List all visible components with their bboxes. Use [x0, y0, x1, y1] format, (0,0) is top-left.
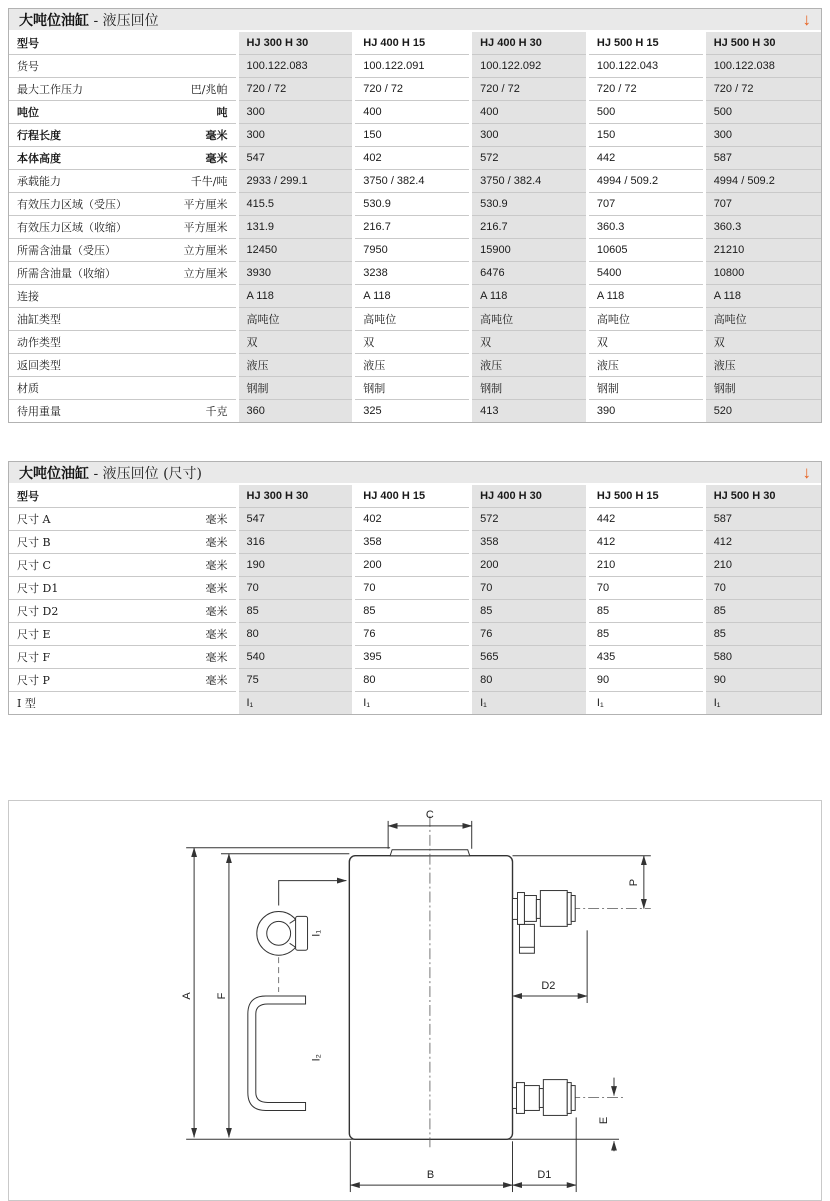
table-cell: 3930 [237, 262, 354, 285]
table-cell: I₁ [237, 692, 354, 715]
table-cell: 210 [704, 554, 821, 577]
row-unit: 立方厘米 [183, 244, 228, 257]
spec-table-section [8, 8, 822, 423]
table-cell: 高吨位 [587, 308, 704, 331]
table-cell: 587 [704, 147, 821, 170]
table-cell: 442 [587, 147, 704, 170]
section-title-sub: - 液压回位 (尺寸) [93, 465, 203, 482]
table-cell: 70 [704, 577, 821, 600]
table-cell: 565 [471, 646, 588, 669]
row-unit: 毫米 [205, 153, 228, 165]
row-label-cell [9, 193, 237, 216]
lower-coupler-ring2 [571, 1086, 575, 1111]
table-cell: 5400 [587, 262, 704, 285]
row-label: 吨位 [17, 107, 39, 119]
table-cell: 442 [587, 508, 704, 531]
lower-coupler-ring1 [567, 1083, 571, 1114]
section-title-bar [9, 9, 821, 32]
table-row [9, 78, 821, 101]
table-cell: 720 / 72 [237, 78, 354, 101]
table-cell: 100.122.091 [354, 55, 471, 78]
row-unit: 毫米 [205, 628, 228, 641]
table-cell: 413 [471, 400, 588, 423]
table-cell: 720 / 72 [704, 78, 821, 101]
column-header: HJ 300 H 30 [237, 32, 354, 55]
table-cell: 316 [237, 531, 354, 554]
table-cell: 70 [237, 577, 354, 600]
table-cell: 360 [237, 400, 354, 423]
lower-coupler [513, 1080, 576, 1116]
row-label-cell [9, 124, 237, 147]
row-unit: 毫米 [205, 536, 228, 549]
upper-coupler [513, 891, 576, 954]
row-label: 本体高度 [17, 153, 61, 165]
row-unit: 毫米 [205, 130, 228, 142]
table-cell: 双 [471, 331, 588, 354]
table-cell: A 118 [471, 285, 588, 308]
table-row [9, 262, 821, 285]
row-label-cell [9, 101, 237, 124]
section-title-sub: - 液压回位 [93, 12, 159, 29]
column-header: HJ 500 H 30 [704, 485, 821, 508]
row-label: 尺寸 P [17, 674, 50, 687]
row-label-cell [9, 239, 237, 262]
table-cell: 190 [237, 554, 354, 577]
row-label: 待用重量 [17, 405, 61, 418]
row-label: 所需含油量（收缩） [17, 267, 116, 280]
table-cell: 547 [237, 147, 354, 170]
table-cell: 80 [471, 669, 588, 692]
table-cell: 70 [587, 577, 704, 600]
table-cell: 70 [354, 577, 471, 600]
table-cell: 钢制 [471, 377, 588, 400]
section-title-bar [9, 462, 821, 485]
section-title [19, 10, 159, 30]
row-label-cell [9, 170, 237, 193]
row-label-cell [9, 623, 237, 646]
table-row [9, 170, 821, 193]
lower-coupler-body [543, 1080, 567, 1116]
upper-coupler-body [540, 891, 567, 927]
table-row [9, 308, 821, 331]
column-header: HJ 500 H 15 [587, 32, 704, 55]
table-cell: 360.3 [587, 216, 704, 239]
table-cell: 85 [587, 600, 704, 623]
upper-coupler-plate [517, 893, 524, 925]
table-cell: 高吨位 [471, 308, 588, 331]
table-cell: 150 [587, 124, 704, 147]
row-unit: 巴/兆帕 [190, 83, 228, 96]
row-label-cell [9, 692, 237, 715]
table-cell: 360.3 [704, 216, 821, 239]
table-cell: 540 [237, 646, 354, 669]
table-cell: 双 [704, 331, 821, 354]
table-cell: 3750 / 382.4 [354, 170, 471, 193]
table-cell: 325 [354, 400, 471, 423]
table-cell: 85 [704, 623, 821, 646]
table-cell: 530.9 [471, 193, 588, 216]
table-row [9, 193, 821, 216]
row-label-cell [9, 377, 237, 400]
table-cell: 300 [471, 124, 588, 147]
row-label-cell [9, 55, 237, 78]
lifting-eye-boss [296, 916, 308, 950]
table-cell: 390 [587, 400, 704, 423]
table-cell: 75 [237, 669, 354, 692]
lower-coupler-plate [516, 1083, 524, 1114]
row-unit: 毫米 [205, 674, 228, 687]
table-cell: 双 [587, 331, 704, 354]
table-cell: I₁ [354, 692, 471, 715]
row-label-cell [9, 400, 237, 423]
table-row [9, 124, 821, 147]
row-label-cell [9, 600, 237, 623]
row-label-cell [9, 216, 237, 239]
table-header-row [9, 32, 821, 55]
table-cell: 580 [704, 646, 821, 669]
table-cell: 358 [354, 531, 471, 554]
row-unit: 毫米 [205, 651, 228, 664]
dim-label-b: B [426, 1169, 435, 1182]
table-row [9, 531, 821, 554]
table-cell: 钢制 [587, 377, 704, 400]
table-row [9, 646, 821, 669]
table-cell: 216.7 [471, 216, 588, 239]
table-cell: 572 [471, 147, 588, 170]
row-label-cell [9, 354, 237, 377]
table-cell: 4994 / 509.2 [587, 170, 704, 193]
table-cell: 131.9 [237, 216, 354, 239]
column-header: HJ 400 H 30 [471, 485, 588, 508]
row-label-cell [9, 646, 237, 669]
table-cell: 85 [354, 600, 471, 623]
dim-label-i2: I₂ [310, 1054, 323, 1062]
row-unit: 平方厘米 [183, 198, 228, 211]
row-label: 尺寸 C [17, 559, 51, 572]
dimensions-table-section [8, 461, 822, 715]
table-cell: 21210 [704, 239, 821, 262]
column-header: HJ 400 H 15 [354, 32, 471, 55]
download-arrow-icon[interactable]: ↓ [802, 9, 811, 29]
dim-label-d2: D2 [541, 980, 556, 993]
table-cell: 76 [471, 623, 588, 646]
table-row [9, 623, 821, 646]
row-label: 有效压力区域（收缩） [17, 221, 127, 234]
table-row [9, 600, 821, 623]
upper-coupler-block [524, 896, 536, 922]
table-cell: 358 [471, 531, 588, 554]
upper-coupler-neck [536, 900, 540, 919]
dim-label-e: E [598, 1116, 611, 1125]
table-cell: 200 [354, 554, 471, 577]
table-cell: 钢制 [237, 377, 354, 400]
lower-coupler-block [524, 1086, 539, 1111]
table-cell: A 118 [704, 285, 821, 308]
column-header: HJ 300 H 30 [237, 485, 354, 508]
row-unit: 千克 [205, 405, 228, 418]
row-label: 有效压力区域（受压） [17, 198, 127, 211]
section-title [19, 463, 202, 483]
table-cell: 415.5 [237, 193, 354, 216]
table-cell: 10800 [704, 262, 821, 285]
table-cell: 76 [354, 623, 471, 646]
row-label-cell [9, 508, 237, 531]
cylinder-drawing-svg [9, 801, 821, 1200]
column-header: HJ 400 H 15 [354, 485, 471, 508]
table-row [9, 508, 821, 531]
table-cell: 3238 [354, 262, 471, 285]
table-cell: 12450 [237, 239, 354, 262]
table-row [9, 239, 821, 262]
table-row [9, 669, 821, 692]
table-cell: 100.122.038 [704, 55, 821, 78]
table-cell: 400 [354, 101, 471, 124]
row-label-cell [9, 285, 237, 308]
table-row [9, 55, 821, 78]
table-cell: 300 [237, 101, 354, 124]
table-cell: I₁ [471, 692, 588, 715]
table-cell: 90 [587, 669, 704, 692]
table-cell: A 118 [237, 285, 354, 308]
table-cell: I₁ [587, 692, 704, 715]
table-cell: 720 / 72 [354, 78, 471, 101]
table-cell: 100.122.092 [471, 55, 588, 78]
table-cell: 6476 [471, 262, 588, 285]
row-label: 所需含油量（受压） [17, 244, 116, 257]
row-unit: 立方厘米 [183, 267, 228, 280]
table-cell: A 118 [587, 285, 704, 308]
table-row [9, 400, 821, 423]
table-cell: 85 [237, 600, 354, 623]
technical-drawing [8, 800, 822, 1201]
table-cell: 100.122.043 [587, 55, 704, 78]
row-label: 尺寸 A [17, 513, 51, 526]
table-cell: 210 [587, 554, 704, 577]
table-cell: 435 [587, 646, 704, 669]
table-cell: 90 [704, 669, 821, 692]
table-cell: 216.7 [354, 216, 471, 239]
table-cell: 400 [471, 101, 588, 124]
upper-coupler-ring1 [567, 893, 571, 925]
table-row [9, 101, 821, 124]
row-label-cell [9, 669, 237, 692]
table-cell: 720 / 72 [587, 78, 704, 101]
table-cell: 300 [704, 124, 821, 147]
row-label: 连接 [17, 290, 39, 303]
table-row [9, 216, 821, 239]
table-cell: 双 [354, 331, 471, 354]
row-label: 材质 [17, 382, 39, 395]
table-cell: 液压 [704, 354, 821, 377]
section-title-main: 大吨位油缸 [19, 464, 89, 481]
table-cell: 15900 [471, 239, 588, 262]
row-unit: 毫米 [205, 582, 228, 595]
table-cell: 520 [704, 400, 821, 423]
row-unit: 吨 [216, 107, 228, 119]
dim-label-i1: I₁ [310, 929, 323, 937]
table-cell: 500 [704, 101, 821, 124]
table-cell: 200 [471, 554, 588, 577]
row-label: 最大工作压力 [17, 83, 83, 96]
table-cell: 100.122.083 [237, 55, 354, 78]
table-cell: 7950 [354, 239, 471, 262]
table-cell: 707 [704, 193, 821, 216]
table-cell: 500 [587, 101, 704, 124]
row-unit: 千牛/吨 [190, 175, 228, 188]
table-cell: 587 [704, 508, 821, 531]
table-cell: 412 [587, 531, 704, 554]
lifting-eye-inner [267, 921, 291, 945]
row-label: 尺寸 D1 [17, 582, 59, 595]
table-row [9, 147, 821, 170]
table-row [9, 377, 821, 400]
row-label: 尺寸 D2 [17, 605, 59, 618]
table-cell: 液压 [354, 354, 471, 377]
table-row [9, 331, 821, 354]
table-cell: 高吨位 [237, 308, 354, 331]
table-cell: 85 [587, 623, 704, 646]
row-label: 油缸类型 [17, 313, 61, 326]
table-cell: 85 [471, 600, 588, 623]
lower-coupler-tab [513, 1088, 517, 1109]
section-title-main: 大吨位油缸 [19, 11, 89, 28]
table-cell: 钢制 [354, 377, 471, 400]
table-cell: 412 [704, 531, 821, 554]
dim-label-c: C [425, 808, 434, 821]
table-cell: 液压 [471, 354, 588, 377]
table-cell: A 118 [354, 285, 471, 308]
table-cell: 720 / 72 [471, 78, 588, 101]
row-label: 行程长度 [17, 130, 61, 142]
download-arrow-icon[interactable]: ↓ [802, 462, 811, 482]
i1-leader [279, 881, 339, 906]
table-cell: 液压 [237, 354, 354, 377]
upper-coupler-tab [513, 899, 518, 920]
table-cell: 80 [237, 623, 354, 646]
upper-coupler-ring2 [571, 896, 575, 922]
table-header-row [9, 485, 821, 508]
row-label: 货号 [17, 60, 39, 73]
table-cell: 85 [704, 600, 821, 623]
table-cell: 707 [587, 193, 704, 216]
spec-table [9, 32, 821, 422]
table-cell: 395 [354, 646, 471, 669]
row-label-cell [9, 554, 237, 577]
table-cell: 547 [237, 508, 354, 531]
table-cell: 高吨位 [354, 308, 471, 331]
header-label: 型号 [17, 491, 39, 503]
row-label: 承载能力 [17, 175, 61, 188]
table-cell: 10605 [587, 239, 704, 262]
row-label: 返回类型 [17, 359, 61, 372]
table-cell: 150 [354, 124, 471, 147]
table-cell: 530.9 [354, 193, 471, 216]
table-row [9, 577, 821, 600]
row-unit: 毫米 [205, 605, 228, 618]
table-cell: 300 [237, 124, 354, 147]
row-label: 尺寸 E [17, 628, 51, 641]
table-row [9, 285, 821, 308]
lower-coupler-neck [539, 1089, 543, 1108]
dimensions-table [9, 485, 821, 714]
dim-label-a: A [181, 992, 194, 1000]
row-label: 尺寸 B [17, 536, 51, 549]
table-cell: 402 [354, 508, 471, 531]
table-cell: 高吨位 [704, 308, 821, 331]
column-header: HJ 400 H 30 [471, 32, 588, 55]
table-cell: 液压 [587, 354, 704, 377]
column-header: HJ 500 H 30 [704, 32, 821, 55]
dim-label-f: F [215, 992, 228, 1000]
table-cell: 双 [237, 331, 354, 354]
dim-label-p: P [627, 878, 640, 887]
upper-coupler-down-tube [519, 924, 534, 953]
row-label: 尺寸 F [17, 651, 51, 664]
table-cell: 572 [471, 508, 588, 531]
row-label-cell [9, 531, 237, 554]
table-cell: 80 [354, 669, 471, 692]
table-row [9, 354, 821, 377]
row-label-cell [9, 308, 237, 331]
row-label-cell [9, 262, 237, 285]
table-cell: 70 [471, 577, 588, 600]
table-cell: 钢制 [704, 377, 821, 400]
column-header: HJ 500 H 15 [587, 485, 704, 508]
row-unit: 平方厘米 [183, 221, 228, 234]
table-cell: I₁ [704, 692, 821, 715]
row-unit: 毫米 [205, 513, 228, 526]
row-label: 动作类型 [17, 336, 61, 349]
table-cell: 2933 / 299.1 [237, 170, 354, 193]
table-cell: 402 [354, 147, 471, 170]
dim-label-d1: D1 [537, 1169, 552, 1182]
carry-handle [248, 996, 306, 1110]
table-row [9, 554, 821, 577]
row-unit: 毫米 [205, 559, 228, 572]
header-label: 型号 [17, 38, 39, 50]
row-label: I 型 [17, 697, 36, 710]
row-label-cell [9, 147, 237, 170]
table-cell: 3750 / 382.4 [471, 170, 588, 193]
row-label-cell [9, 331, 237, 354]
row-label-cell [9, 78, 237, 101]
table-cell: 4994 / 509.2 [704, 170, 821, 193]
cylinder-body [349, 856, 512, 1140]
table-row [9, 692, 821, 715]
row-label-cell [9, 577, 237, 600]
